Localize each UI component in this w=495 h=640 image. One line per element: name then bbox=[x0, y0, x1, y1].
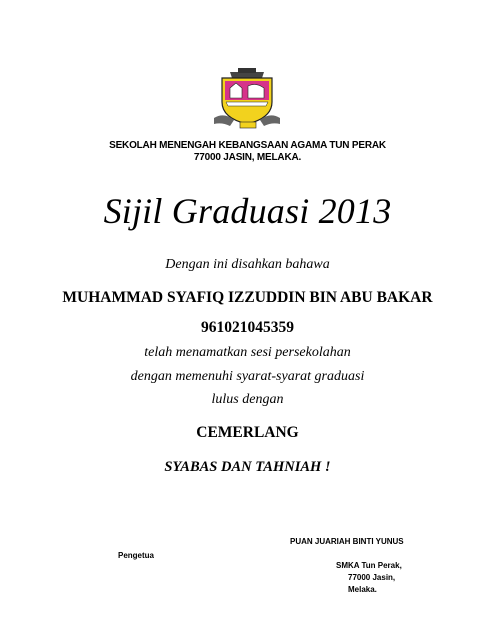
principal-name: PUAN JUARIAH BINTI YUNUS bbox=[290, 537, 404, 546]
school-crest-logo bbox=[212, 66, 282, 138]
grade: CEMERLANG bbox=[196, 424, 299, 441]
school-address: 77000 JASIN, MELAKA. bbox=[193, 152, 302, 163]
school-name: SEKOLAH MENENGAH KEBANGSAAN AGAMA TUN PERAK bbox=[109, 140, 386, 151]
crest-motto-ribbon bbox=[226, 102, 268, 106]
crest-bottom-plaque bbox=[240, 122, 256, 128]
student-id: 961021045359 bbox=[201, 319, 294, 336]
congratulations-text: SYABAS DAN TAHNIAH ! bbox=[164, 459, 331, 475]
address-line: Melaka. bbox=[348, 585, 377, 594]
crest-top-ornament bbox=[238, 68, 256, 73]
certify-text: Dengan ini disahkan bahawa bbox=[165, 257, 330, 272]
student-name: MUHAMMAD SYAFIQ IZZUDDIN BIN ABU BAKAR bbox=[62, 289, 433, 306]
certificate-title: Sijil Graduasi 2013 bbox=[103, 191, 392, 231]
school-address-block bbox=[336, 560, 402, 596]
principal-title: Pengetua bbox=[118, 551, 155, 560]
address-line: 77000 Jasin, bbox=[348, 573, 396, 582]
crest-book bbox=[248, 84, 264, 98]
completion-line-1: telah menamatkan sesi persekolahan bbox=[144, 345, 351, 360]
completion-line-3: lulus dengan bbox=[211, 392, 284, 407]
completion-line-2: dengan memenuhi syarat-syarat graduasi bbox=[130, 369, 365, 384]
address-line: SMKA Tun Perak, bbox=[336, 561, 402, 570]
